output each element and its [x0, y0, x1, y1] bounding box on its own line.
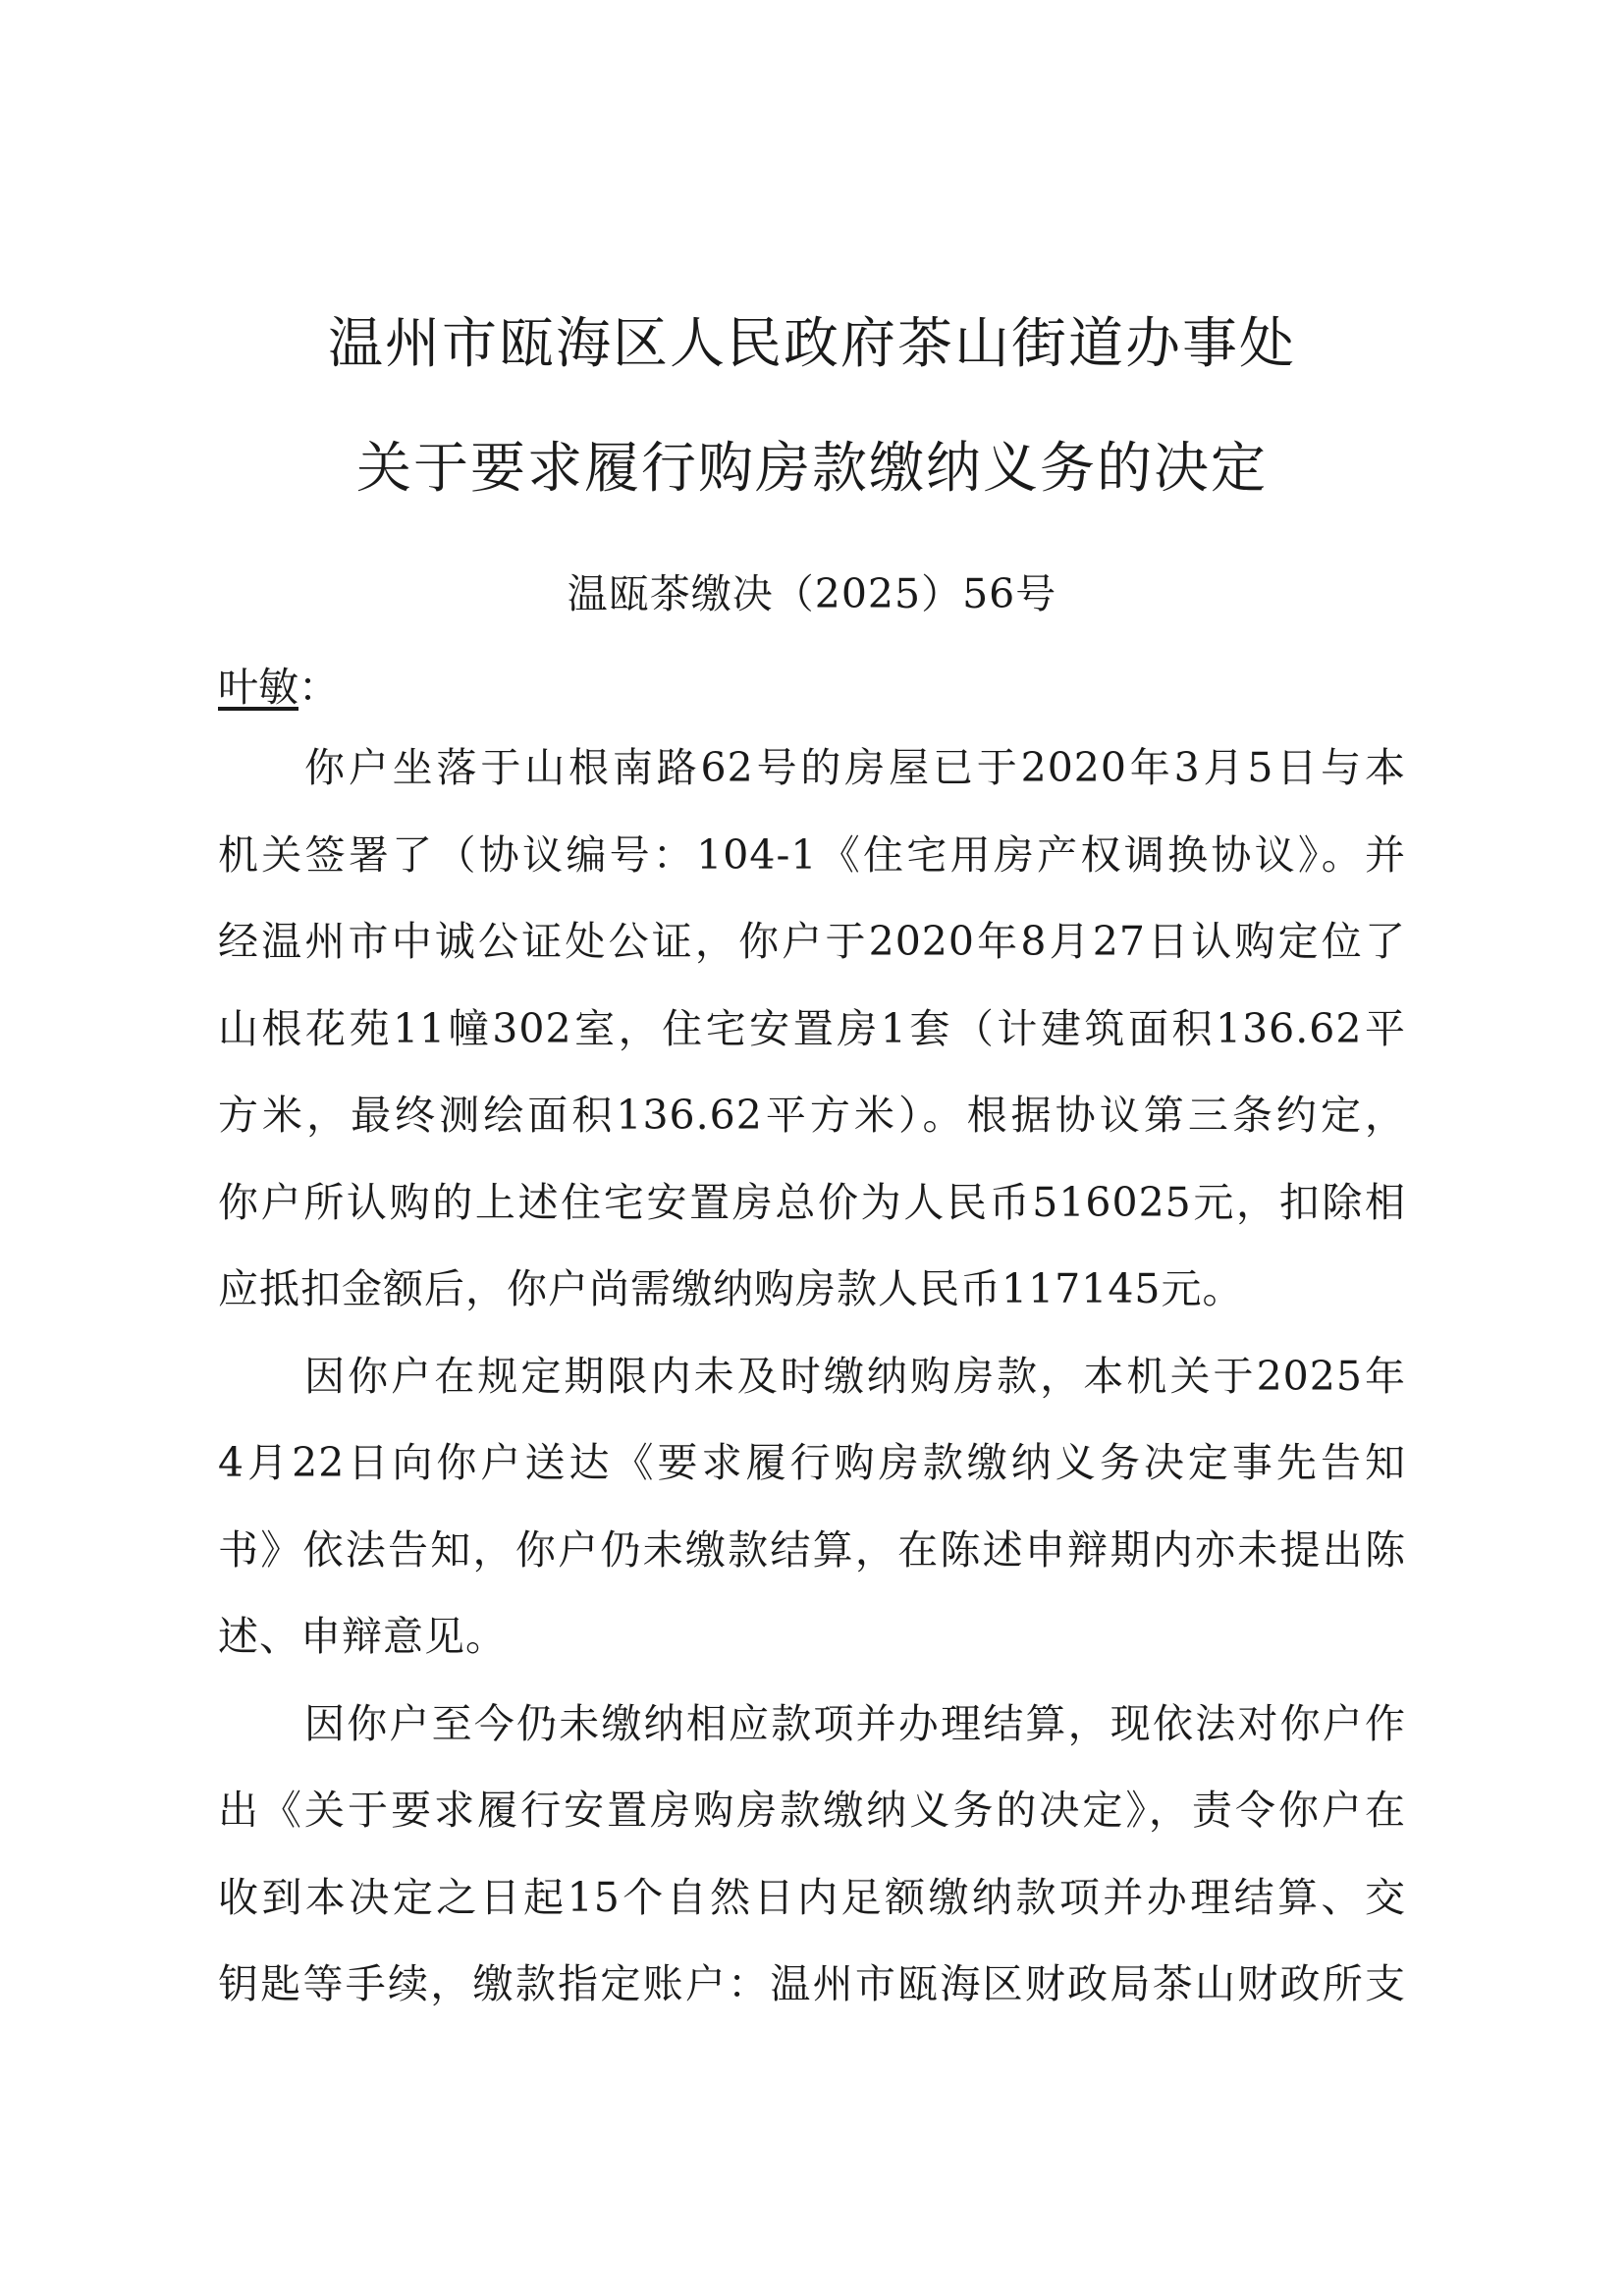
paragraph-1-line: 你户所认购的上述住宅安置房总价为人民币516025元，扣除相 [218, 1178, 1406, 1226]
addressee [218, 664, 339, 711]
paragraph-1-line: 山根花苑11幢302室，住宅安置房1套（计建筑面积136.62平 [218, 1004, 1406, 1052]
paragraph-3-line: 收到本决定之日起15个自然日内足额缴纳款项并办理结算、交 [218, 1873, 1406, 1921]
paragraph-3-line: 出《关于要求履行安置房购房款缴纳义务的决定》，责令你户在 [218, 1787, 1406, 1834]
paragraph-3-line: 钥匙等手续，缴款指定账户：温州市瓯海区财政局茶山财政所支 [218, 1960, 1406, 2007]
paragraph-2-line: 述、申辩意见。 [218, 1613, 507, 1660]
paragraph-1-line: 应抵扣金额后，你户尚需缴纳购房款人民币117145元。 [218, 1265, 1244, 1312]
paragraph-1-line: 机关签署了（协议编号：104-1《住宅用房产权调换协议》。并 [218, 830, 1406, 879]
paragraph-2-line: 书》依法告知，你户仍未缴款结算，在陈述申辩期内亦未提出陈 [218, 1525, 1406, 1574]
document-body [218, 724, 1406, 2028]
paragraph-1-line: 你户坐落于山根南路62号的房屋已于2020年3月5日与本 [304, 744, 1406, 791]
paragraph-1-line: 经温州市中诚公证处公证，你户于2020年8月27日认购定位了 [218, 918, 1406, 965]
paragraph-1-line: 方米，最终测绘面积136.62平方米）。根据协议第三条约定， [218, 1092, 1406, 1139]
paragraph-3-line: 因你户至今仍未缴纳相应款项并办理结算，现依法对你户作 [304, 1699, 1406, 1747]
document-title-line-2: 关于要求履行购房款缴纳义务的决定 [356, 437, 1268, 501]
addressee-name: 叶敏 [218, 664, 298, 711]
document-number: 温瓯茶缴决（2025）56号 [567, 570, 1057, 617]
addressee-colon: ： [298, 664, 339, 711]
paragraph-2-line: 4月22日向你户送达《要求履行购房款缴纳义务决定事先告知 [218, 1439, 1406, 1486]
document-title-line-1: 温州市瓯海区人民政府茶山街道办事处 [328, 312, 1296, 376]
paragraph-2-line: 因你户在规定期限内未及时缴纳购房款，本机关于2025年 [304, 1352, 1406, 1400]
